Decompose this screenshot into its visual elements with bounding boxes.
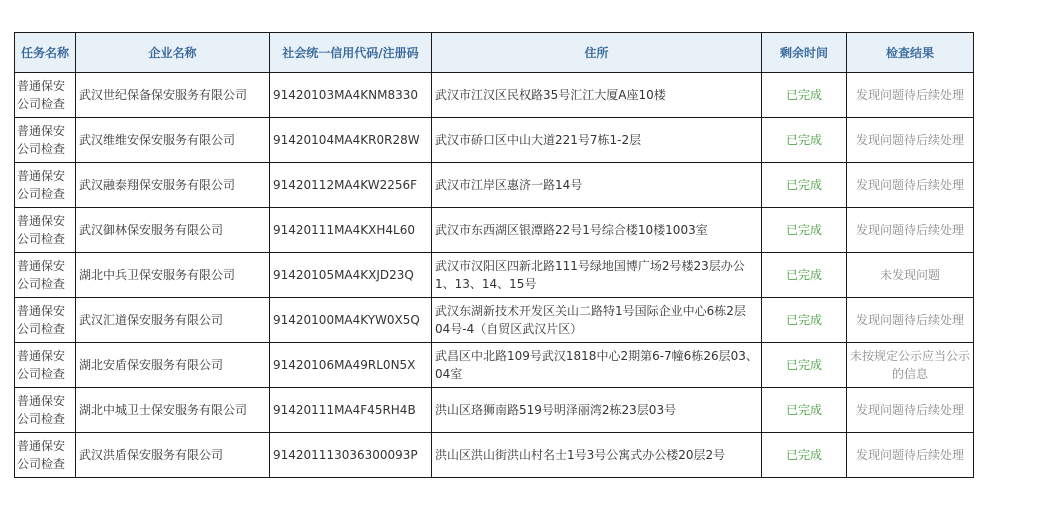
cell-remaining-time: 已完成 (762, 253, 847, 298)
cell-task-name: 普通保安公司检查 (15, 343, 76, 388)
cell-address: 武昌区中北路109号武汉1818中心2期第6-7幢6栋26层03、04室 (432, 343, 762, 388)
table-row (15, 298, 974, 343)
cell-credit-code: 91420105MA4KXJD23Q (270, 253, 432, 298)
cell-company-name: 武汉维维安保安服务有限公司 (76, 118, 270, 163)
cell-inspection-result: 发现问题待后续处理 (847, 388, 974, 433)
cell-inspection-result: 发现问题待后续处理 (847, 163, 974, 208)
cell-inspection-result: 未发现问题 (847, 253, 974, 298)
cell-inspection-result: 发现问题待后续处理 (847, 433, 974, 478)
header-inspection-result: 检查结果 (847, 33, 974, 73)
cell-remaining-time: 已完成 (762, 163, 847, 208)
cell-address: 武汉市东西湖区银潭路22号1号综合楼10楼1003室 (432, 208, 762, 253)
cell-remaining-time: 已完成 (762, 343, 847, 388)
cell-company-name: 武汉世纪保备保安服务有限公司 (76, 73, 270, 118)
cell-remaining-time: 已完成 (762, 388, 847, 433)
cell-task-name: 普通保安公司检查 (15, 298, 76, 343)
cell-task-name: 普通保安公司检查 (15, 118, 76, 163)
cell-address: 洪山区洪山街洪山村名士1号3号公寓式办公楼20层2号 (432, 433, 762, 478)
table-row (15, 433, 974, 478)
cell-remaining-time: 已完成 (762, 208, 847, 253)
inspection-table (14, 32, 974, 478)
table-row (15, 253, 974, 298)
cell-credit-code: 91420111MA4KXH4L60 (270, 208, 432, 253)
cell-company-name: 湖北安盾保安服务有限公司 (76, 343, 270, 388)
cell-task-name: 普通保安公司检查 (15, 253, 76, 298)
cell-credit-code: 91420111MA4F45RH4B (270, 388, 432, 433)
header-task-name: 任务名称 (15, 33, 76, 73)
cell-address: 武汉市江汉区民权路35号汇江大厦A座10楼 (432, 73, 762, 118)
cell-address: 武汉市江岸区惠济一路14号 (432, 163, 762, 208)
cell-address: 武汉东湖新技术开发区关山二路特1号国际企业中心6栋2层04号-4（自贸区武汉片区） (432, 298, 762, 343)
table-row (15, 388, 974, 433)
cell-remaining-time: 已完成 (762, 73, 847, 118)
table-row (15, 118, 974, 163)
cell-company-name: 湖北中城卫士保安服务有限公司 (76, 388, 270, 433)
cell-credit-code: 91420106MA49RL0N5X (270, 343, 432, 388)
cell-company-name: 武汉汇道保安服务有限公司 (76, 298, 270, 343)
header-address: 住所 (432, 33, 762, 73)
table-row (15, 343, 974, 388)
table-row (15, 163, 974, 208)
cell-company-name: 武汉融泰翔保安服务有限公司 (76, 163, 270, 208)
cell-inspection-result: 未按规定公示应当公示的信息 (847, 343, 974, 388)
cell-inspection-result: 发现问题待后续处理 (847, 118, 974, 163)
header-credit-code: 社会统一信用代码/注册码 (270, 33, 432, 73)
cell-address: 武汉市汉阳区四新北路111号绿地国博广场2号楼23层办公1、13、14、15号 (432, 253, 762, 298)
cell-task-name: 普通保安公司检查 (15, 433, 76, 478)
cell-task-name: 普通保安公司检查 (15, 208, 76, 253)
cell-credit-code: 91420104MA4KR0R28W (270, 118, 432, 163)
cell-task-name: 普通保安公司检查 (15, 73, 76, 118)
cell-company-name: 武汉御林保安服务有限公司 (76, 208, 270, 253)
cell-task-name: 普通保安公司检查 (15, 163, 76, 208)
cell-address: 洪山区珞狮南路519号明泽丽湾2栋23层03号 (432, 388, 762, 433)
header-remaining-time: 剩余时间 (762, 33, 847, 73)
cell-remaining-time: 已完成 (762, 433, 847, 478)
cell-credit-code: 91420112MA4KW2256F (270, 163, 432, 208)
cell-company-name: 武汉洪盾保安服务有限公司 (76, 433, 270, 478)
inspection-table-container (14, 32, 974, 478)
table-row (15, 73, 974, 118)
cell-inspection-result: 发现问题待后续处理 (847, 73, 974, 118)
table-header-row (15, 33, 974, 73)
cell-remaining-time: 已完成 (762, 298, 847, 343)
cell-address: 武汉市硚口区中山大道221号7栋1-2层 (432, 118, 762, 163)
cell-credit-code: 91420103MA4KNM8330 (270, 73, 432, 118)
cell-credit-code: 914201113036300093P (270, 433, 432, 478)
header-company-name: 企业名称 (76, 33, 270, 73)
table-row (15, 208, 974, 253)
cell-remaining-time: 已完成 (762, 118, 847, 163)
cell-inspection-result: 发现问题待后续处理 (847, 208, 974, 253)
cell-credit-code: 91420100MA4KYW0X5Q (270, 298, 432, 343)
cell-company-name: 湖北中兵卫保安服务有限公司 (76, 253, 270, 298)
cell-inspection-result: 发现问题待后续处理 (847, 298, 974, 343)
cell-task-name: 普通保安公司检查 (15, 388, 76, 433)
